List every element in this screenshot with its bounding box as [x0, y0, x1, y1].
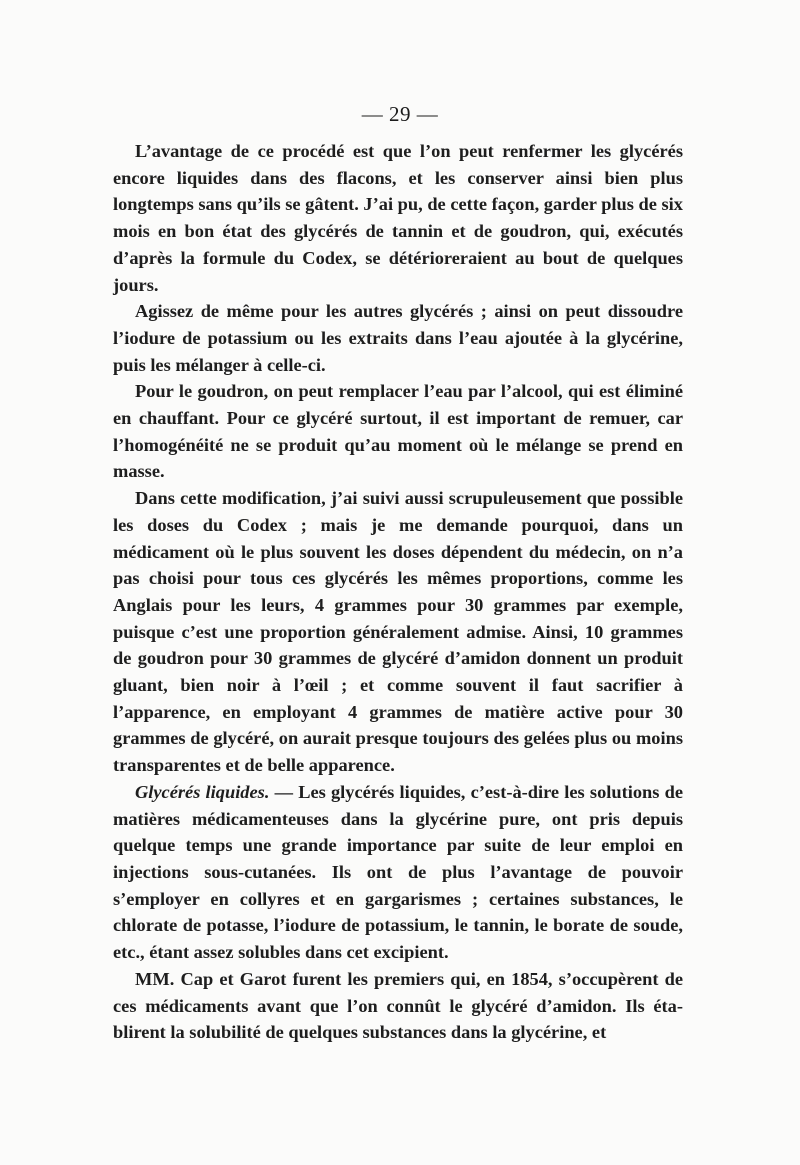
paragraph-glyceres-liquides	[113, 779, 683, 966]
paragraph-modification: Dans cette modification, j’ai suivi aussi scrupuleusement que possible les doses du Codex ; mais je me demande pourquoi, dans un médicament où le plus souvent les doses dépendent du médecin, on n’a pas choisi pour tous ces glycérés les mêmes proportions, comme les Anglais pour les leurs, 4 grammes pour 30 grammes par exemple, puisque c’est une proportion généralement admise. Ainsi, 10 grammes de goudron pour 30 grammes de glycéré d’amidon donnent un produit gluant, bien noir à l’œil ; et comme souvent il faut sacrifier à l’apparence, en employant 4 grammes de matière active pour 30 grammes de glycéré, on aurait presque toujours des gelées plus ou moins transparentes et de belle apparence.	[113, 488, 683, 776]
section-run-in-heading: Glycérés liquides.	[135, 781, 270, 802]
paragraph-cap-garot: MM. Cap et Garot furent les premiers qui, en 1854, s’occupèrent de ces médicaments avant que l’on connût le glycéré d’amidon. Ils établirent la solubilité de quelques substances dans la glycérine, et	[113, 968, 683, 1043]
paragraph-goudron: Pour le goudron, on peut remplacer l’eau par l’alcool, qui est éliminé en chauffant. Pour ce glycéré surtout, il est important de remuer, car l’homogénéité ne se produit qu’au moment où le mélange se prend en masse.	[113, 381, 683, 482]
page-number: — 29 —	[361, 102, 439, 126]
paragraph-glyceres-liquides-text: — Les glycérés liquides, c’est-à-dire les solutions de matières médicamenteuses dans la glycérine pure, ont pris depuis quelque temps une grande importance par suite de leur emploi en injections sous-cutanées. Ils ont de plus l’avantage de pouvoir s’employer en collyres et en gargarismes ; certaines substances, le chlorate de potasse, l’iodure de potassium, le tannin, le borate de soude, etc., étant assez solubles dans cet excipient.	[113, 781, 683, 963]
paragraph-agissez: Agissez de même pour les autres glycérés ; ainsi on peut dissoudre l’iodure de potassium ou les extraits dans l’eau ajoutée à la glycérine, puis les mélanger à celle-ci.	[113, 301, 683, 375]
paragraph-avantage: L’avantage de ce procédé est que l’on peut renfermer les glycérés encore liquides dans des flacons, et les conserver ainsi bien plus longtemps sans qu’ils se gâtent. J’ai pu, de cette façon, garder plus de six mois en bon état des glycérés de tannin et de goudron, qui, exécutés d’après la formule du Codex, se détérioreraient au bout de quelques jours.	[113, 141, 683, 295]
body-text	[113, 138, 683, 1046]
